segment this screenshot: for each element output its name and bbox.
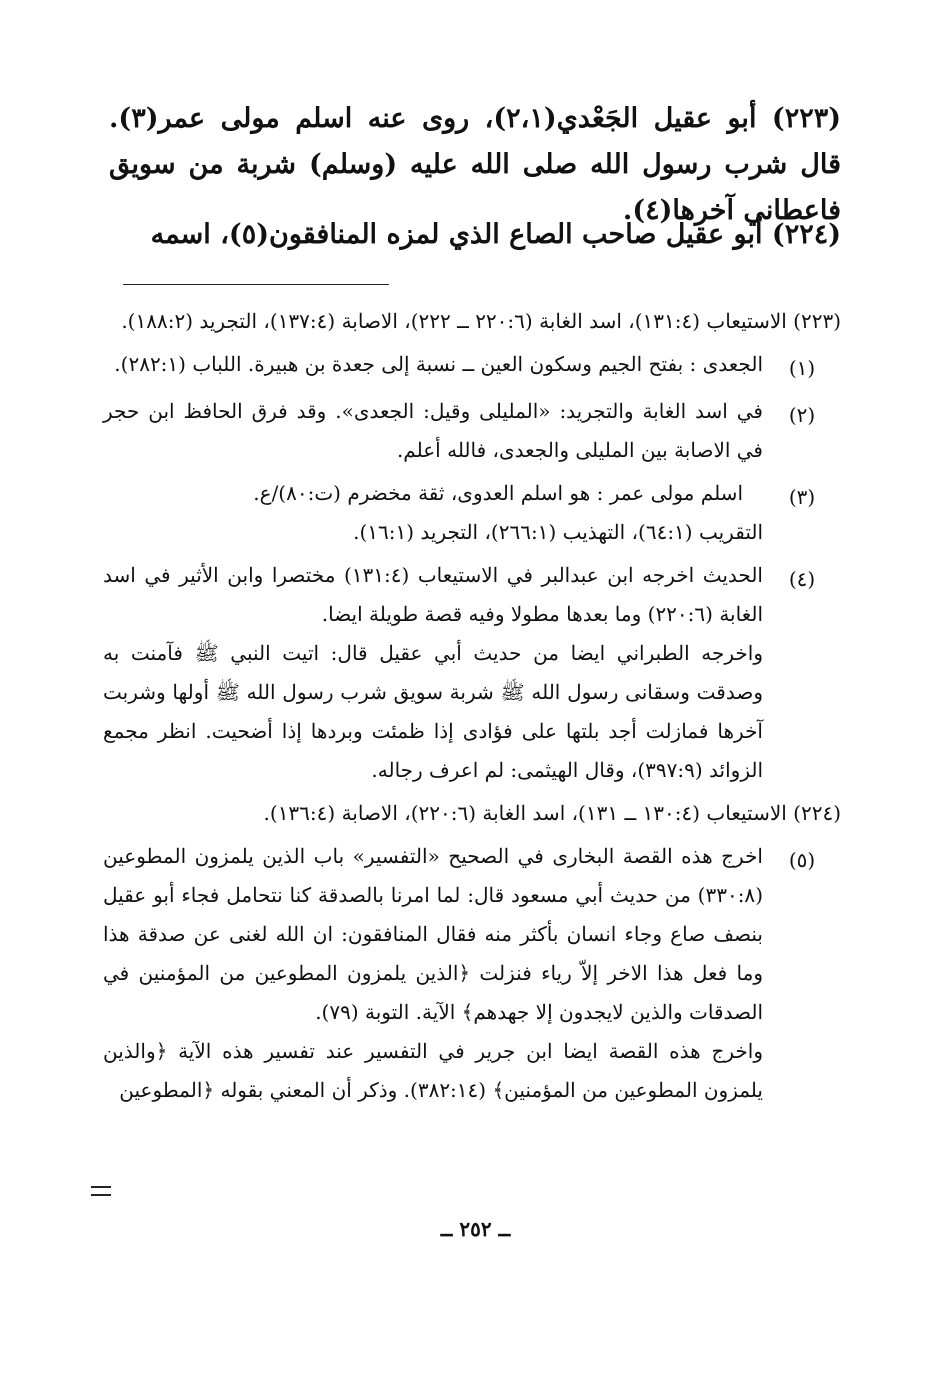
footnote-4-text-2: واخرجه الطبراني ايضا من حديث أبي عقيل قال: اتيت النبي ﷺ فآمنت به وصدقت وسقانى رسول الله ﷺ شربة سويق شرب رسول الله ﷺ أولها وشربت آخرها فمازلت أجد بلتها على فؤادى إذا ظمئت وبردها إذا أضحيت. انظر مجمع الزوائد (٣٩٧:٩)، وقال الهيثمى: لم اعرف رجاله. (103, 641, 763, 782)
footnote-3-line-2: التقريب (٦٤:١)، التهذيب (٢٦٦:١)، التجريد (١٦:١). (353, 520, 763, 544)
footnote-5-text-2: واخرج هذه القصة ايضا ابن جرير في التفسير عند تفسير هذه الآية ﴿والذين يلمزون المطوعين من المؤمنين﴾ (٣٨٢:١٤). وذكر أن المعني بقوله ﴿المطوعين (103, 1039, 763, 1102)
footnote-5-text-1: اخرج هذه القصة البخارى في الصحيح «التفسير» باب الذين يلمزون المطوعين (٣٣٠:٨) من حديث أبي مسعود قال: لما امرنا بالصدقة كنا نتحامل فجاء أبو عقيل بنصف صاع وجاء انسان بأكثر منه فقال المنافقون: ان الله لغنى عن صدقة هذا وما فعل هذا الاخر إلاّ رياء فنزلت ﴿الذين يلمزون المطوعين من المؤمنين في الصدقات والذين لايجدون إلا جهدهم﴾ الآية. التوبة (٧٩). (103, 844, 763, 1024)
sources-224: (٢٢٤) الاستيعاب (١٣٠:٤ ــ ١٣١)، اسد الغابة (٢٢٠:٦)، الاصابة (١٣٦:٤). (263, 801, 841, 825)
sources-223: (٢٢٣) الاستيعاب (١٣١:٤)، اسد الغابة (٢٢٠:٦ ــ ٢٢٢)، الاصابة (١٣٧:٤)، التجريد (١٨٨:٢). (121, 309, 841, 333)
footnote-4-text-1: الحديث اخرجه ابن عبدالبر في الاستيعاب (١٣١:٤) مختصرا وابن الأثير في اسد الغابة (٢٢٠:٦) وما بعدها مطولا وفيه قصة طويلة ايضا. (103, 563, 763, 626)
footnote-3-number: (٣) (788, 485, 816, 509)
footnote-1-text: الجعدى : بفتح الجيم وسكون العين ــ نسبة إلى جعدة بن هبيرة. اللباب (٢٨٢:١). (114, 352, 763, 376)
entry-224: (٢٢٤) أبو عقيل صاحب الصاع الذي لمزه المنافقون(٥)، اسمه (150, 219, 841, 250)
footnote-2-text: في اسد الغابة والتجريد: «المليلى وقيل: الجعدى». وقد فرق الحافظ ابن حجر في الاصابة بين المليلى والجعدى، فالله أعلم. (103, 399, 763, 462)
continuation-mark (91, 1186, 111, 1196)
footnote-separator (123, 284, 389, 285)
footnote-4 (103, 556, 841, 790)
page-number: ــ ٢٥٢ ــ (440, 1217, 511, 1241)
footnote-1-number: (١) (788, 356, 816, 380)
footnote-5-number: (٥) (788, 848, 816, 872)
footnote-3-line-1: اسلم مولى عمر : هو اسلم العدوى، ثقة مخضرم (ت:٨٠)/ع. (253, 481, 743, 505)
footnote-1 (103, 345, 841, 388)
footnote-4-number: (٤) (788, 567, 816, 591)
footnotes (103, 302, 841, 1114)
footnote-5 (103, 837, 841, 1110)
footnote-2-number: (٢) (788, 403, 816, 427)
footnote-2 (103, 392, 841, 470)
entry-223: (٢٢٣) أبو عقيل الجَعْدي(٢،١)، روى عنه اسلم مولى عمر(٣). قال شرب رسول الله صلى الله عليه (وسلم) شربة من سويق فاعطاني آخرها(٤). (109, 103, 842, 226)
footnote-3 (103, 474, 841, 552)
